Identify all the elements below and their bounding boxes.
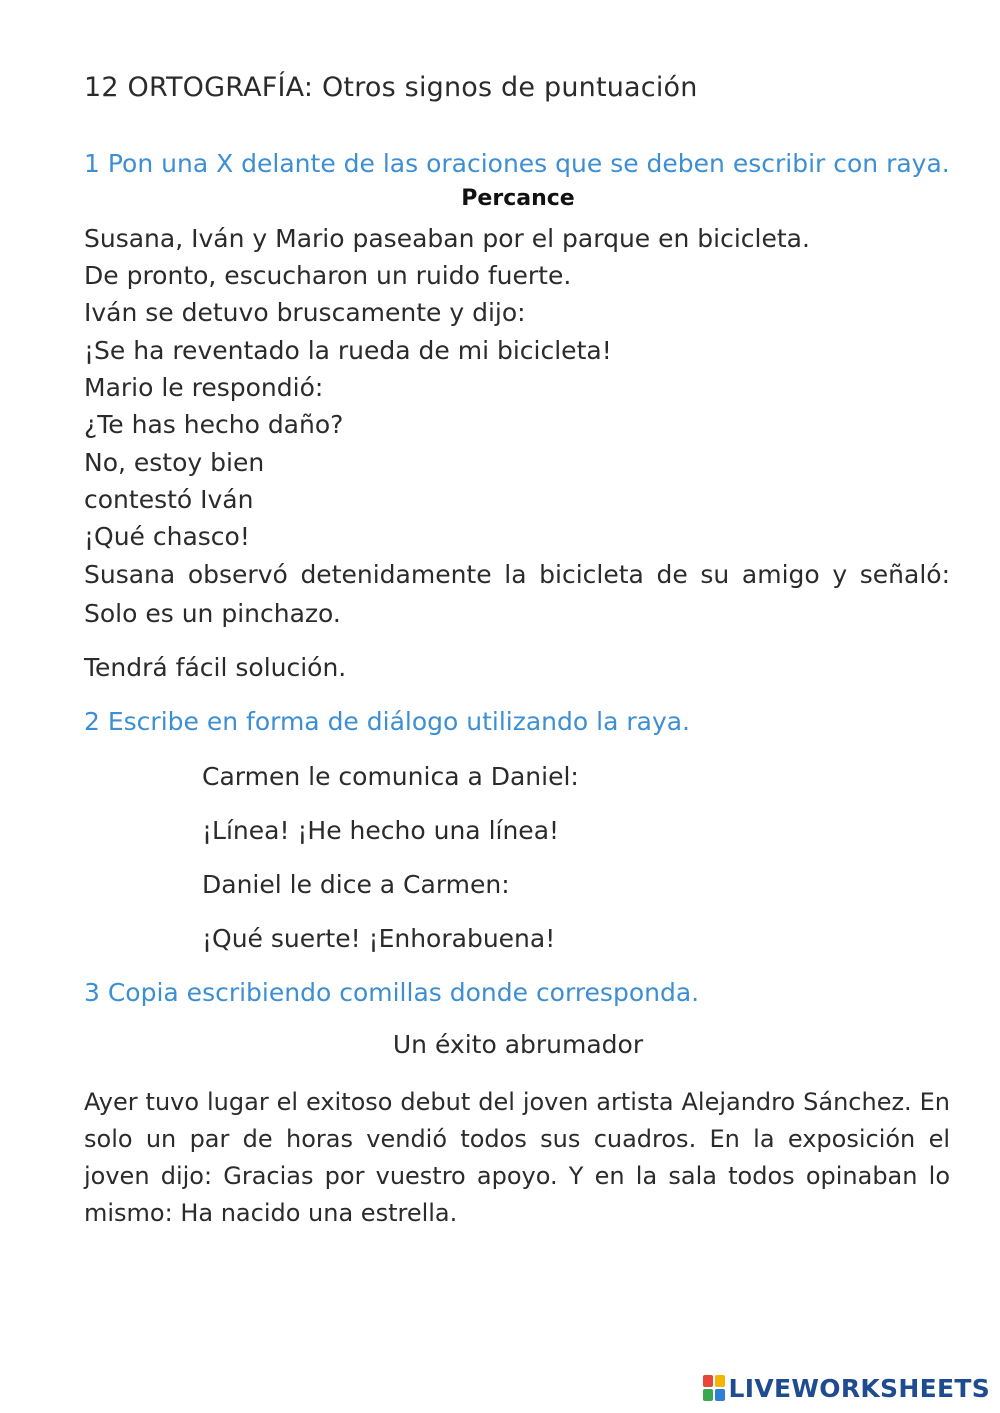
story-line: Iván se detuvo bruscamente y dijo: [84,298,526,327]
story-line: Solo es un pinchazo. [84,599,341,628]
exercise-3-instruction: 3 Copia escribiendo comillas donde corresponda. [84,978,700,1007]
liveworksheets-logo-text: LIVEWORKSHEETS [728,1373,990,1403]
story-line: No, estoy bien [84,448,265,477]
story-line: ¿Te has hecho daño? [84,410,344,439]
dialogue-line: Daniel le dice a Carmen: [202,870,510,899]
dialogue-line: Carmen le comunica a Daniel: [202,762,579,791]
story-line: ¡Qué chasco! [84,522,250,551]
story-title-percance: Percance [461,186,575,211]
story-line: contestó Iván [84,485,254,514]
story-line: Tendrá fácil solución. [84,653,347,682]
liveworksheets-logo-icon [703,1375,725,1401]
dialogue-line: ¡Línea! ¡He hecho una línea! [202,816,560,845]
liveworksheets-logo [703,1373,990,1403]
exercise-2-instruction: 2 Escribe en forma de diálogo utilizando la raya. [84,707,691,736]
story-title-exito: Un éxito abrumador [392,1030,644,1059]
worksheet-title: 12 ORTOGRAFÍA: Otros signos de puntuación [84,72,698,103]
story-line: Mario le respondió: [84,373,324,402]
story-line: ¡Se ha reventado la rueda de mi bicicleta! [84,336,612,365]
story-line: Susana observó detenidamente la bicicleta de su amigo y señaló: [84,560,950,589]
story-paragraph: Ayer tuvo lugar el exitoso debut del joven artista Alejandro Sánchez. En solo un par de horas vendió todos sus cuadros. En la exposición el joven dijo: Gracias por vuestro apoyo. Y en la sala todos opinaban lo mismo: Ha nacido una estrella. [84,1088,950,1227]
story-line: Susana, Iván y Mario paseaban por el parque en bicicleta. [84,224,810,253]
story-line: De pronto, escucharon un ruido fuerte. [84,261,572,290]
dialogue-line: ¡Qué suerte! ¡Enhorabuena! [202,924,556,953]
exercise-1-instruction: 1 Pon una X delante de las oraciones que se deben escribir con raya. [84,149,950,178]
